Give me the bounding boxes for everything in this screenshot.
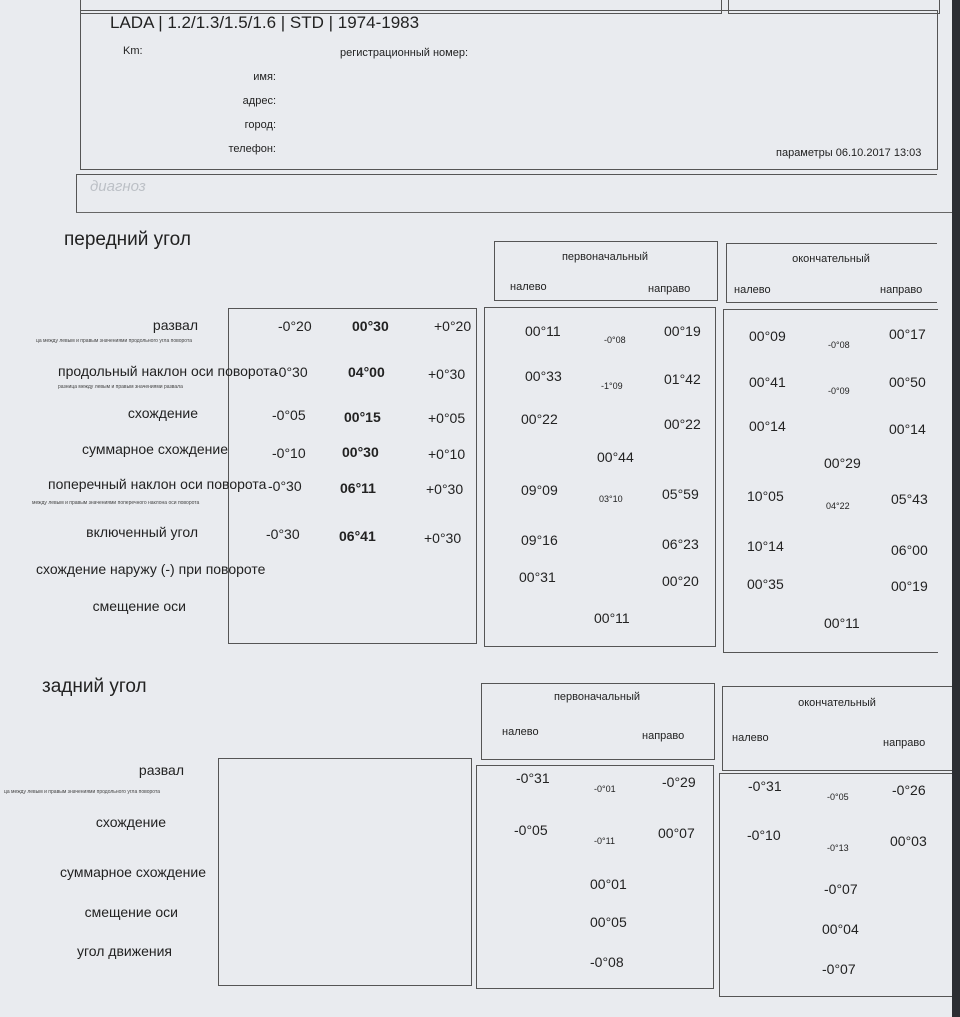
phone-label: телефон: bbox=[228, 143, 276, 155]
front-final-right-heading: направо bbox=[880, 284, 923, 296]
front-row-label: схождение наружу (-) при повороте bbox=[36, 561, 266, 577]
front-min: -0°30 bbox=[266, 526, 300, 542]
front-min: -0°05 bbox=[272, 407, 306, 423]
rear-initial-right-heading: направо bbox=[642, 730, 685, 742]
front-row-label: развал bbox=[152, 317, 198, 333]
front-final-diff: -0°08 bbox=[828, 340, 850, 350]
front-final-left-heading: налево bbox=[734, 284, 771, 296]
front-initial-diff: 03°10 bbox=[599, 494, 623, 504]
front-initial-right: 01°42 bbox=[664, 371, 701, 387]
front-row-note: между левым и правым значениями поперечного наклона оси поворота bbox=[32, 500, 200, 506]
rear-final-total: -0°07 bbox=[824, 881, 858, 897]
front-final-left: 10°05 bbox=[747, 488, 784, 504]
front-initial-left: 00°33 bbox=[525, 368, 562, 384]
front-row-label: продольный наклон оси поворота bbox=[58, 363, 278, 379]
rear-row-label: развал bbox=[138, 762, 184, 778]
front-max: +0°30 bbox=[426, 481, 464, 497]
front-initial-left: 00°11 bbox=[525, 323, 561, 339]
front-initial-left: 09°09 bbox=[521, 482, 558, 498]
front-final-right: 05°43 bbox=[891, 491, 928, 507]
rear-section-title: задний угол bbox=[42, 676, 147, 697]
rear-spec-box bbox=[218, 758, 472, 986]
rear-initial-left: -0°31 bbox=[516, 770, 550, 786]
front-initial-left: 00°22 bbox=[521, 411, 558, 427]
front-initial-left: 00°31 bbox=[519, 569, 556, 585]
front-initial-right: 06°23 bbox=[662, 536, 699, 552]
rear-initial-thrust-angle: -0°08 bbox=[590, 954, 624, 970]
front-initial-total: 00°44 bbox=[597, 449, 634, 465]
front-initial-right: 00°19 bbox=[664, 323, 701, 339]
front-final-offset: 00°11 bbox=[824, 615, 860, 631]
rear-initial-right: -0°29 bbox=[662, 774, 696, 790]
front-initial-diff: -1°09 bbox=[601, 381, 623, 391]
front-initial-right: 05°59 bbox=[662, 486, 699, 502]
front-initial-diff: -0°08 bbox=[604, 335, 626, 345]
rear-row-note: ца между левым и правым значениями продольного угла поворота bbox=[4, 789, 160, 795]
front-initial-offset: 00°11 bbox=[594, 610, 630, 626]
rear-initial-title: первоначальный bbox=[553, 691, 641, 703]
rear-final-left: -0°31 bbox=[748, 778, 782, 794]
vehicle-title: LADA | 1.2/1.3/1.5/1.6 | STD | 1974-1983 bbox=[110, 13, 420, 32]
diagnosis-bottom-line bbox=[76, 212, 952, 213]
rear-initial-left: -0°05 bbox=[514, 822, 548, 838]
front-row-note: разница между левым и правым значениями развала bbox=[58, 384, 183, 390]
rear-row-label: угол движения bbox=[76, 943, 172, 959]
front-max: +0°10 bbox=[428, 446, 466, 462]
rear-final-diff: -0°05 bbox=[827, 792, 849, 802]
front-final-diff: 04°22 bbox=[826, 501, 850, 511]
front-nominal: 06°41 bbox=[339, 528, 376, 544]
front-min: -0°20 bbox=[278, 318, 312, 334]
rear-row-label: схождение bbox=[95, 814, 166, 830]
front-nominal: 04°00 bbox=[348, 364, 385, 380]
rear-initial-left-heading: налево bbox=[502, 726, 539, 738]
front-final-diff: -0°09 bbox=[828, 386, 850, 396]
front-final-left: 00°14 bbox=[749, 418, 786, 434]
front-section-title: передний угол bbox=[64, 229, 191, 250]
front-final-left: 00°41 bbox=[749, 374, 786, 390]
parameters-timestamp: параметры 06.10.2017 13:03 bbox=[776, 147, 922, 159]
front-min: -0°30 bbox=[274, 364, 308, 380]
rear-final-right: -0°26 bbox=[892, 782, 926, 798]
front-min: -0°10 bbox=[272, 445, 306, 461]
front-row-label: схождение bbox=[127, 405, 198, 421]
front-final-title: окончательный bbox=[792, 253, 870, 265]
front-initial-left-heading: налево bbox=[510, 281, 547, 293]
front-nominal: 06°11 bbox=[340, 480, 376, 496]
front-row-label: поперечный наклон оси поворота bbox=[48, 476, 267, 492]
front-row-label: включенный угол bbox=[86, 524, 198, 540]
name-label: имя: bbox=[253, 71, 276, 83]
front-final-left: 00°35 bbox=[747, 576, 784, 592]
front-final-right: 00°17 bbox=[889, 326, 926, 342]
front-min: -0°30 bbox=[268, 478, 302, 494]
diagnosis-box bbox=[76, 174, 937, 213]
rear-row-label: суммарное схождение bbox=[60, 864, 206, 880]
rear-initial-right: 00°07 bbox=[658, 825, 695, 841]
rear-row-label: смещение оси bbox=[84, 904, 178, 920]
rear-final-left-heading: налево bbox=[732, 732, 769, 744]
front-nominal: 00°15 bbox=[344, 409, 381, 425]
rear-final-offset: 00°04 bbox=[822, 921, 859, 937]
front-initial-box bbox=[484, 307, 716, 647]
front-final-box bbox=[723, 309, 938, 653]
front-row-label: суммарное схождение bbox=[82, 441, 228, 457]
rear-final-thrust-angle: -0°07 bbox=[822, 961, 856, 977]
km-label: Km: bbox=[123, 45, 143, 57]
front-initial-right: 00°20 bbox=[662, 573, 699, 589]
rear-initial-total: 00°01 bbox=[590, 876, 627, 892]
rear-initial-diff: -0°01 bbox=[594, 784, 616, 794]
front-nominal: 00°30 bbox=[352, 318, 389, 334]
front-final-right: 00°19 bbox=[891, 578, 928, 594]
front-initial-left: 09°16 bbox=[521, 532, 558, 548]
front-initial-right: 00°22 bbox=[664, 416, 701, 432]
front-final-left: 10°14 bbox=[747, 538, 784, 554]
front-max: +0°30 bbox=[424, 530, 462, 546]
front-max: +0°30 bbox=[428, 366, 466, 382]
rear-initial-diff: -0°11 bbox=[594, 836, 615, 846]
address-label: адрес: bbox=[242, 95, 276, 107]
front-nominal: 00°30 bbox=[342, 444, 379, 460]
front-final-right: 00°14 bbox=[889, 421, 926, 437]
front-row-note: ца между левым и правым значениями продольного угла поворота bbox=[36, 338, 192, 344]
city-label: город: bbox=[244, 119, 276, 131]
registration-label: регистрационный номер: bbox=[340, 47, 469, 59]
diagnosis-placeholder: диагноз bbox=[90, 178, 146, 195]
front-final-right: 00°50 bbox=[889, 374, 926, 390]
front-final-left: 00°09 bbox=[749, 328, 786, 344]
front-initial-right-heading: направо bbox=[648, 283, 691, 295]
front-row-label: смещение оси bbox=[92, 598, 186, 614]
rear-final-right: 00°03 bbox=[890, 833, 927, 849]
rear-final-title: окончательный bbox=[798, 697, 876, 709]
rear-initial-offset: 00°05 bbox=[590, 914, 627, 930]
front-final-total: 00°29 bbox=[824, 455, 861, 471]
front-initial-title: первоначальный bbox=[561, 251, 649, 263]
rear-final-left: -0°10 bbox=[747, 827, 781, 843]
rear-final-right-heading: направо bbox=[883, 737, 926, 749]
front-final-right: 06°00 bbox=[891, 542, 928, 558]
rear-final-diff: -0°13 bbox=[827, 843, 849, 853]
front-max: +0°20 bbox=[434, 318, 472, 334]
front-max: +0°05 bbox=[428, 410, 466, 426]
